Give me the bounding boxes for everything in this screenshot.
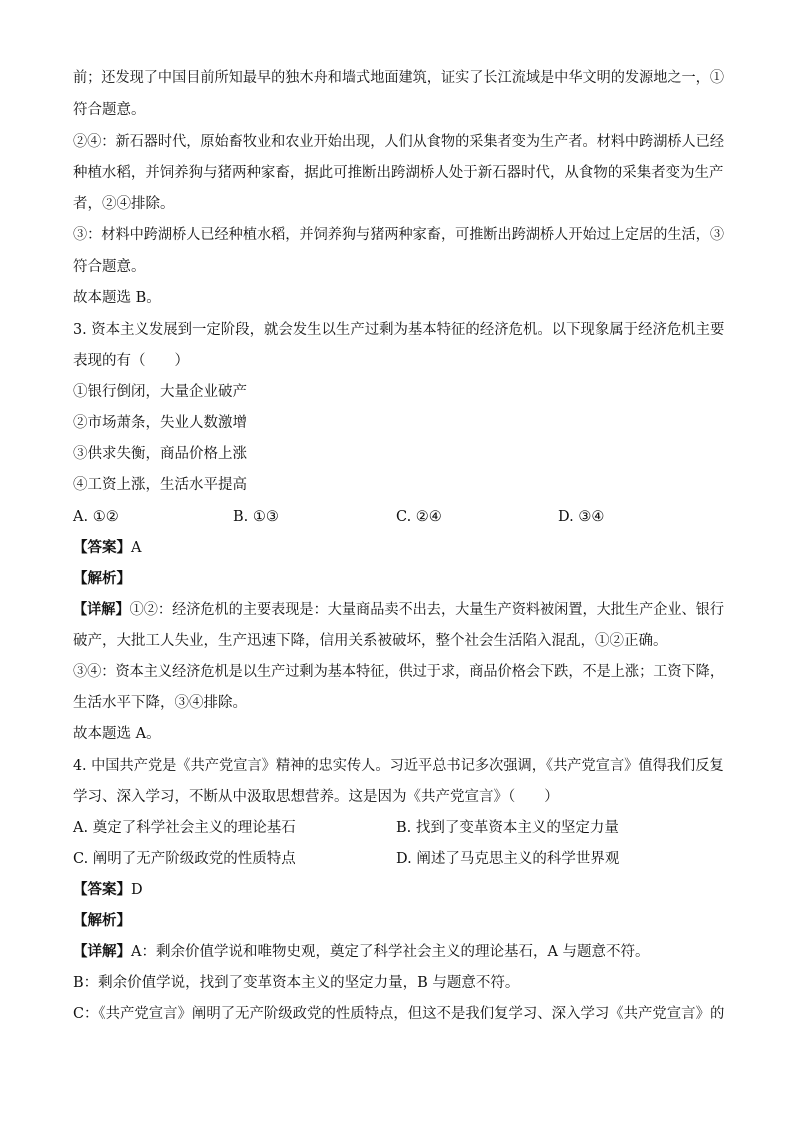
analysis-tag: 【解析】 (73, 913, 131, 929)
q4-stem: 4. 中国共产党是《共产党宣言》精神的忠实传人。习近平总书记多次强调，《共产党宣言》值得我们反复 (73, 758, 724, 774)
q3-detail-text: ①②：经济危机的主要表现是：大量商品卖不出去，大量生产资料被闲置，大批生产企业、银行 (129, 602, 724, 618)
q3-option-c: C. ②④ (396, 509, 442, 525)
detail-tag: 【详解】 (73, 602, 130, 618)
q3-statement: ④工资上涨，生活水平提高 (73, 477, 247, 493)
q3-statement: ②市场萧条，失业人数激增 (73, 415, 247, 431)
q3-answer: A (131, 540, 142, 556)
q2-text-line: 符合题意。 (73, 259, 146, 275)
q2-text-line: 前；还发现了中国目前所知最早的独木舟和墙式地面建筑，证实了长江流域是中华文明的发源地之一，① (73, 70, 724, 86)
q4-option-a: A. 奠定了科学社会主义的理论基石 (73, 820, 296, 836)
answer-tag: 【答案】 (73, 882, 131, 898)
q3-detail-text: 破产，大批工人失业，生产迅速下降，信用关系被破坏，整个社会生活陷入混乱，①②正确。 (73, 633, 668, 649)
q2-conclusion: 故本题选 B。 (73, 290, 161, 306)
q3-conclusion: 故本题选 A。 (73, 726, 161, 742)
q3-statement: ①银行倒闭，大量企业破产 (73, 384, 247, 400)
q4-answer: D (131, 882, 143, 898)
q2-text-line: 符合题意。 (73, 102, 146, 118)
q4-analysis-heading (73, 911, 131, 931)
q4-answer-line (73, 880, 143, 900)
q3-stem: 3. 资本主义发展到一定阶段，就会发生以生产过剩为基本特征的经济危机。以下现象属于经济危机主要 (73, 322, 725, 338)
q4-detail-text: C：《共产党宣言》阐明了无产阶级政党的性质特点，但这不是我们复学习、深入学习《共产党宣言》的 (73, 1006, 725, 1022)
q2-text-line: 种植水稻，并饲养狗与猪两种家畜，据此可推断出跨湖桥人处于新石器时代，从食物的采集者变为生产 (73, 165, 724, 181)
q3-detail-line (73, 600, 724, 620)
q3-stem: 表现的有（ ） (73, 353, 189, 369)
analysis-tag: 【解析】 (73, 571, 131, 587)
q2-text-line: ③：材料中跨湖桥人已经种植水稻，并饲养狗与猪两种家畜，可推断出跨湖桥人开始过上定居的生活，③ (73, 227, 724, 243)
q4-option-b: B. 找到了变革资本主义的坚定力量 (396, 820, 619, 836)
q3-option-d: D. ③④ (558, 509, 605, 525)
q3-detail-text: 生活水平下降，③④排除。 (73, 695, 247, 711)
q3-option-b: B. ①③ (233, 509, 279, 525)
q3-analysis-heading (73, 569, 131, 589)
q4-option-d: D. 阐述了马克思主义的科学世界观 (396, 851, 620, 867)
q4-detail-text: B：剩余价值学说，找到了变革资本主义的坚定力量，B 与题意不符。 (73, 975, 520, 991)
q3-answer-line (73, 538, 141, 558)
q4-option-c: C. 阐明了无产阶级政党的性质特点 (73, 851, 296, 867)
detail-tag: 【详解】 (73, 944, 131, 960)
q3-detail-text: ③④：资本主义经济危机是以生产过剩为基本特征，供过于求，商品价格会下跌，不是上涨；工资下降， (73, 664, 724, 680)
q3-option-a: A. ①② (73, 509, 119, 525)
q3-statement: ③供求失衡，商品价格上涨 (73, 446, 247, 462)
q2-text-line: ②④：新石器时代，原始畜牧业和农业开始出现，人们从食物的采集者变为生产者。材料中跨湖桥人已经 (73, 134, 724, 150)
q4-stem: 学习、深入学习，不断从中汲取思想营养。这是因为《共产党宣言》（ ） (73, 789, 559, 805)
answer-tag: 【答案】 (73, 540, 131, 556)
q4-detail-text: A：剩余价值学说和唯物史观，奠定了科学社会主义的理论基石，A 与题意不符。 (131, 944, 650, 960)
q4-detail-line (73, 942, 650, 962)
q2-text-line: 者，②④排除。 (73, 196, 175, 212)
